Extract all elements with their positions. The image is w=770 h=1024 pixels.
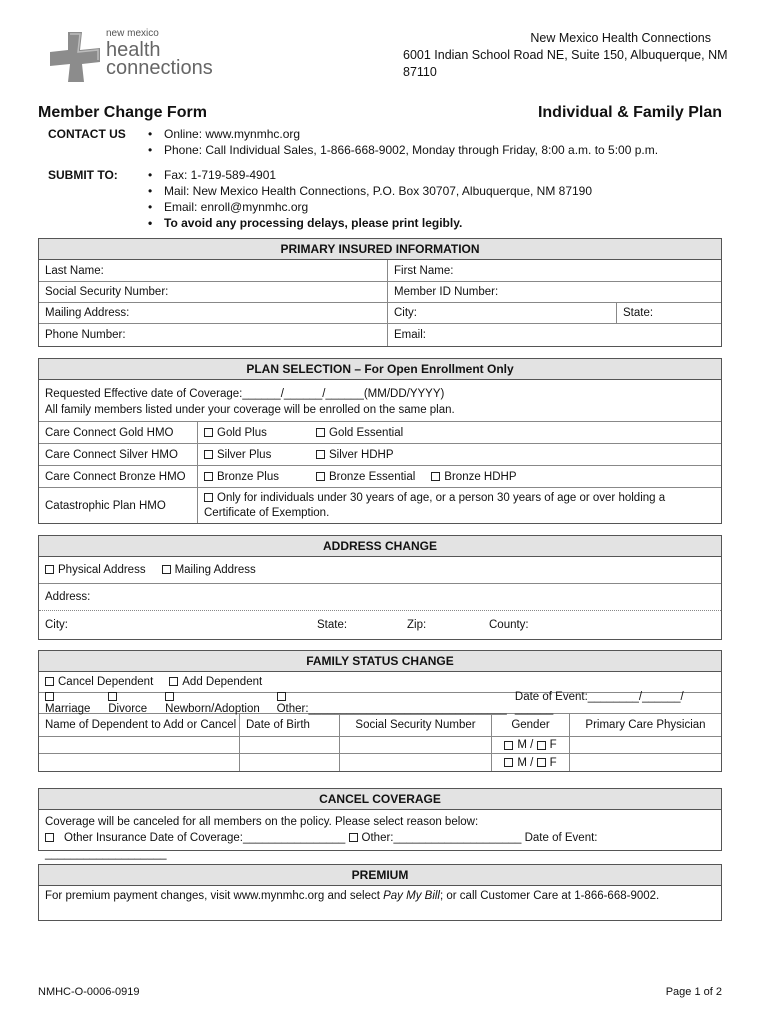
dependent-row <box>39 737 721 754</box>
ssn-field[interactable]: Social Security Number: <box>45 286 169 298</box>
city-field[interactable]: City: <box>387 303 616 323</box>
dependent-ssn-cell[interactable] <box>339 737 491 753</box>
bronze-hdhp-checkbox[interactable]: Bronze HDHP <box>431 471 516 483</box>
dependent-dob-cell[interactable] <box>239 754 339 771</box>
other-event-field[interactable]: Other:_______________________________ <box>277 691 515 715</box>
pay-my-bill-link[interactable]: Pay My Bill <box>383 890 440 902</box>
dependent-name-cell[interactable] <box>39 754 239 771</box>
plan-row-bronze <box>39 466 721 488</box>
cancel-dependent-checkbox[interactable]: Cancel Dependent <box>45 676 153 688</box>
physical-address-checkbox[interactable]: Physical Address <box>45 564 146 576</box>
newborn-adoption-checkbox[interactable]: Newborn/Adoption <box>165 691 270 715</box>
submit-list <box>148 167 592 231</box>
address-zip-field[interactable]: Zip: <box>407 619 427 631</box>
dependent-ssn-cell[interactable] <box>339 754 491 771</box>
contact-list <box>148 126 658 158</box>
cross-logo-icon <box>50 32 100 82</box>
address-type-row <box>39 557 721 584</box>
plan-note: All family members listed under your coverage will be enrolled on the same plan. <box>45 404 455 416</box>
mailing-address-field[interactable]: Mailing Address: <box>45 307 130 319</box>
org-name: New Mexico Health Connections <box>530 31 711 45</box>
silver-hdhp-checkbox[interactable]: Silver HDHP <box>316 449 394 461</box>
dependent-table-header <box>39 714 721 737</box>
cancel-coverage-header: CANCEL COVERAGE <box>39 789 721 810</box>
mailing-address-checkbox[interactable]: Mailing Address <box>162 564 256 576</box>
event-type-row <box>39 693 721 714</box>
bronze-essential-checkbox[interactable]: Bronze Essential <box>316 471 415 483</box>
first-name-field[interactable]: First Name: <box>387 260 721 281</box>
state-field[interactable]: State: <box>616 303 721 323</box>
other-insurance-checkbox[interactable]: Other Insurance Date of Coverage:________________ <box>45 832 345 844</box>
plan-selection-header: PLAN SELECTION – For Open Enrollment Only <box>39 359 721 380</box>
family-status-section <box>38 650 722 772</box>
contact-label: CONTACT US <box>48 127 126 141</box>
member-id-field[interactable]: Member ID Number: <box>387 282 721 302</box>
submit-fax: • Fax: 1-719-589-4901 <box>148 167 592 183</box>
event-date-field[interactable]: Date of Event:________/______/ ______ <box>514 691 684 715</box>
gold-plus-checkbox[interactable]: Gold Plus <box>204 427 300 439</box>
address-field[interactable]: Address: <box>45 591 91 603</box>
plan-row-silver <box>39 444 721 466</box>
address-change-header: ADDRESS CHANGE <box>39 536 721 557</box>
divorce-checkbox[interactable]: Divorce <box>108 691 159 715</box>
cancel-other-checkbox[interactable]: Other:____________________ <box>349 832 522 844</box>
premium-text: For premium payment changes, visit www.mynmhc.org and select Pay My Bill; or call Customer Care at 1-866-668-9002. <box>45 890 660 902</box>
org-address-line1: 6001 Indian School Road NE, Suite 150, Albuquerque, NM <box>403 48 728 62</box>
page-number: Page 1 of 2 <box>665 986 722 998</box>
col-dependent-name: Name of Dependent to Add or Cancel <box>45 719 237 731</box>
contact-online: • Online: www.mynmhc.org <box>148 126 658 142</box>
effective-date-field[interactable]: Requested Effective date of Coverage:______/______/______(MM/DD/YYYY) <box>45 388 445 400</box>
silver-plus-checkbox[interactable]: Silver Plus <box>204 449 300 461</box>
logo-word-health: health <box>106 39 161 61</box>
plan-name-bronze: Care Connect Bronze HMO <box>45 470 186 483</box>
nmhc-logo <box>50 26 220 86</box>
submit-legibly-note: • To avoid any processing delays, please print legibly. <box>148 215 592 231</box>
col-date-of-birth: Date of Birth <box>239 714 339 736</box>
address-change-section <box>38 535 722 640</box>
gold-essential-checkbox[interactable]: Gold Essential <box>316 427 403 439</box>
primary-insured-header: PRIMARY INSURED INFORMATION <box>39 239 721 260</box>
primary-insured-section <box>38 238 722 347</box>
dependent-pcp-cell[interactable] <box>569 737 721 753</box>
org-address-block <box>403 30 743 81</box>
catastrophic-checkbox[interactable]: Only for individuals under 30 years of age, or a person 30 years of age or over holding a Certificate of Exemption. <box>197 488 721 523</box>
premium-section <box>38 864 722 921</box>
add-dependent-checkbox[interactable]: Add Dependent <box>169 676 262 688</box>
form-title: Member Change Form <box>38 104 207 121</box>
org-address-line2: 87110 <box>403 65 437 79</box>
address-county-field[interactable]: County: <box>489 619 529 631</box>
plan-effective-row <box>39 380 721 422</box>
address-state-field[interactable]: State: <box>317 619 348 631</box>
col-gender: Gender <box>491 714 569 736</box>
plan-row-gold <box>39 422 721 444</box>
dependent-row <box>39 754 721 771</box>
cancel-instruction: Coverage will be canceled for all members on the policy. Please select reason below: <box>45 816 479 828</box>
address-line-row <box>39 584 721 611</box>
phone-field[interactable]: Phone Number: <box>45 329 126 341</box>
plan-row-catastrophic <box>39 488 721 523</box>
dependent-gender-cell[interactable]: M / F <box>491 737 569 753</box>
plan-selection-section <box>38 358 722 524</box>
submit-email: • Email: enroll@mynmhc.org <box>148 199 592 215</box>
primary-row-address <box>39 303 721 324</box>
primary-row-ids <box>39 282 721 303</box>
last-name-field[interactable]: Last Name: <box>45 264 104 277</box>
plan-name-catastrophic: Catastrophic Plan HMO <box>45 499 166 512</box>
submit-label: SUBMIT TO: <box>48 168 118 182</box>
plan-name-silver: Care Connect Silver HMO <box>45 448 178 461</box>
form-code: NMHC-O-0006-0919 <box>38 986 140 998</box>
col-pcp: Primary Care Physician <box>569 714 721 736</box>
primary-row-contact <box>39 324 721 346</box>
cancel-coverage-section <box>38 788 722 860</box>
marriage-checkbox[interactable]: Marriage <box>45 691 102 715</box>
submit-mail: • Mail: New Mexico Health Connections, P.O. Box 30707, Albuquerque, NM 87190 <box>148 183 592 199</box>
cancel-event-date-field[interactable]: Date of Event: ___________________ <box>45 832 598 860</box>
contact-phone: • Phone: Call Individual Sales, 1-866-668-9002, Monday through Friday, 8:00 a.m. to 5:00 p.m. <box>148 142 658 158</box>
primary-row-name <box>39 260 721 282</box>
cancel-reason-row <box>39 810 721 860</box>
col-ssn: Social Security Number <box>339 714 491 736</box>
bronze-plus-checkbox[interactable]: Bronze Plus <box>204 471 300 483</box>
logo-word-connections: connections <box>106 57 213 79</box>
plan-title: Individual & Family Plan <box>537 104 722 121</box>
dependent-dob-cell[interactable] <box>239 737 339 753</box>
plan-name-gold: Care Connect Gold HMO <box>45 426 174 439</box>
logo-tagline: new mexico <box>106 28 159 39</box>
address-city-field[interactable]: City: <box>45 619 68 631</box>
address-city-row <box>39 611 721 639</box>
premium-header: PREMIUM <box>39 865 721 886</box>
dependent-pcp-cell[interactable] <box>569 754 721 771</box>
dependent-action-row <box>39 672 721 693</box>
family-status-header: FAMILY STATUS CHANGE <box>39 651 721 672</box>
dependent-gender-cell[interactable]: M / F <box>491 754 569 771</box>
premium-row <box>39 886 721 920</box>
dependent-name-cell[interactable] <box>39 737 239 753</box>
email-field[interactable]: Email: <box>387 324 721 346</box>
